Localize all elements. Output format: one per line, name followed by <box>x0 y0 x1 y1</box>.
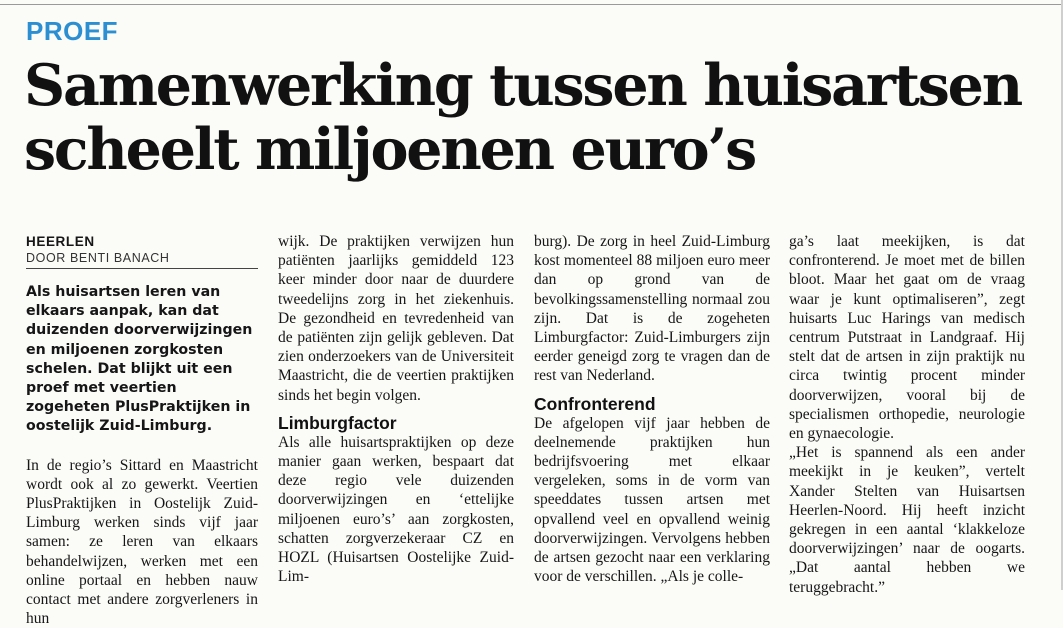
body-paragraph: burg). De zorg in heel Zuid-Limburg kost momenteel 88 miljoen euro meer dan op grond van de bevolkingssamenstelling normaal zou zijn. Dat is de zogeheten Limburgfactor: Zuid-Limburgers zijn eerder geneigd zorg te vragen dan de rest van Nederland. <box>534 233 770 385</box>
headline <box>24 54 1044 182</box>
body-paragraph: „Het is spannend als een ander meekijkt in je keuken”, vertelt Xander Stelten van Huisartsen Heerlen-Noord. Hij heeft inzicht gekregen in een aantal ‘klakkeloze doorverwijzingen’ naar de oogarts. „Dat aantal hebben we teruggebracht.” <box>789 444 1025 596</box>
body-paragraph: ga’s laat meekijken, is dat confronterend. Je moet met de billen bloot. Maar het gaat om de vraag waar je kunt optimaliseren”, zegt huisarts Luc Harings van medisch centrum Putstraat in Landgraaf. Hij stelt dat de artsen in zijn praktijk nu circa twintig procent minder doorverwijzen, vooral bij de specialismen orthopedie, neurologie en gynaecologie. <box>789 233 1025 443</box>
headline-line-2: scheelt miljoenen euro’s <box>24 116 756 183</box>
lead-paragraph: Als huisartsen leren van elkaars aanpak, kan dat duizenden doorverwijzingen en miljoenen zorgkosten schelen. Dat blijkt uit een proef met veertien zogeheten PlusPraktijken in oostelijk Zuid-Limburg. <box>26 284 253 435</box>
article-column-3 <box>534 232 770 586</box>
body-paragraph: In de regio’s Sittard en Maastricht wordt ook al zo gewerkt. Veertien PlusPraktijken in Oostelijk Zuid-Limburg werken sinds vijf jaar samen: ze leren van elkaars behandelwijzen, werken met een online portaal en hebben nauw contact met andere zorgverleners in hun <box>26 456 258 628</box>
body-paragraph: wijk. De praktijken verwijzen hun patiënten jaarlijks gemiddeld 123 keer minder door naar de duurdere tweedelijns zorg in het ziekenhuis. De gezondheid en tevredenheid van de patiënten zijn gelijk gebleven. Dat zien onderzoekers van de Universiteit Maastricht, die de veertien praktijken sinds het begin volgen. <box>278 233 514 404</box>
byline: DOOR BENTI BANACH <box>26 250 258 269</box>
article-column-4 <box>789 232 1025 597</box>
article-column-2 <box>278 232 514 586</box>
body-paragraph: Als alle huisartspraktijken op deze manier gaan werken, bespaart dat deze regio vele duizenden doorverwijzingen en ‘ettelijke miljoenen euro’s’ aan zorgkosten, schatten zorgverzekeraar CZ en HOZL (Huisartsen Oostelijke Zuid-Lim- <box>278 433 514 586</box>
subheading-confronterend: Confronterend <box>534 393 656 414</box>
subheading-limburgfactor: Limburgfactor <box>278 412 397 433</box>
body-paragraph: De afgelopen vijf jaar hebben de deelnemende praktijken hun bedrijfsvoering met elkaar vergeleken, soms in de vorm van speeddates tussen artsen met opvallend veel en opvallend weinig doorverwijzingen. Vervolgens hebben de artsen gezocht naar een verklaring voor de verschillen. „Als je colle- <box>534 414 770 586</box>
article-column-1 <box>26 232 258 628</box>
section-kicker: PROEF <box>26 16 119 46</box>
dateline: HEERLEN <box>26 234 95 249</box>
top-rule <box>0 4 1063 5</box>
headline-line-1: Samenwerking tussen huisartsen <box>24 52 1021 119</box>
